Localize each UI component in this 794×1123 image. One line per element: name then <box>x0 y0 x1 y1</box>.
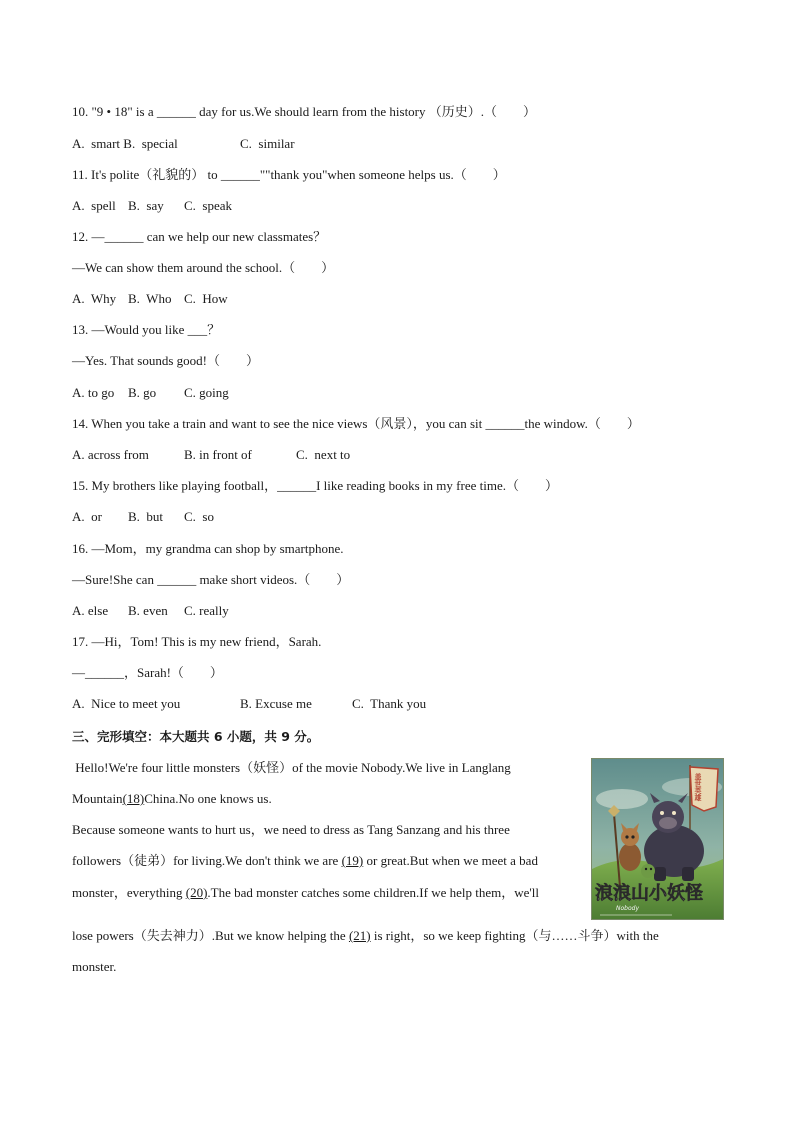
q15-option-b: B. but <box>128 509 164 524</box>
passage-text: .The bad monster catches some children.If we help them，we'll <box>207 885 539 900</box>
question-11: 11. It's polite（礼貌的） to ______""thank you"when someone helps us.（ ） <box>72 167 506 182</box>
q11-option-b: B. say <box>128 198 164 213</box>
passage-text: or great.But when we meet a bad <box>363 853 538 868</box>
question-16-reply: —Sure!She can ______ make short videos.（ ） <box>72 572 350 587</box>
q14-option-b: B. in front of <box>184 447 252 462</box>
poster-banner-text: 盖世英雄 <box>694 773 702 801</box>
section-3-heading: 三、完形填空：本大题共 6 小题，共 9 分。 <box>72 729 320 744</box>
blank-18: (18) <box>122 791 145 806</box>
question-17: 17. —Hi，Tom! This is my new friend，Sarah. <box>72 634 322 649</box>
question-12: 12. —______ can we help our new classmates？ <box>72 229 327 244</box>
question-10: 10. "9 • 18" is a ______ day for us.We should learn from the history （历史）.（ ） <box>72 104 537 119</box>
poster-subtitle-text: Nobody <box>616 905 639 912</box>
movie-poster-image <box>591 758 724 920</box>
question-12-reply: —We can show them around the school.（ ） <box>72 260 335 275</box>
q14-option-a: A. across from <box>72 447 149 462</box>
passage-line-5 <box>72 885 539 901</box>
passage-text: is right，so we keep fighting（与……斗争）with the <box>370 928 659 943</box>
question-15: 15. My brothers like playing football，______I like reading books in my free time.（ ） <box>72 478 558 493</box>
q10-options-ab: A. smart B. special <box>72 136 178 151</box>
question-13-reply: —Yes. That sounds good!（ ） <box>72 353 259 368</box>
passage-text: followers（徒弟）for living.We don't think we are <box>72 853 342 868</box>
q17-option-b: B. Excuse me <box>240 696 312 711</box>
q17-option-a: A. Nice to meet you <box>72 696 181 711</box>
q13-option-b: B. go <box>128 385 157 400</box>
q12-option-a: A. Why <box>72 291 117 306</box>
q17-option-c: C. Thank you <box>352 696 427 711</box>
q16-option-c: C. really <box>184 603 229 618</box>
q12-option-b: B. Who <box>128 291 172 306</box>
passage-text: lose powers（失去神力）.But we know helping the <box>72 928 349 943</box>
q13-option-a: A. to go <box>72 385 115 400</box>
question-17-reply: —______，Sarah!（ ） <box>72 665 223 680</box>
q11-option-a: A. spell <box>72 198 116 213</box>
blank-19: (19) <box>341 853 364 868</box>
passage-line-3: Because someone wants to hurt us，we need to dress as Tang Sanzang and his three <box>72 822 510 837</box>
blank-21: (21) <box>348 928 371 943</box>
q12-option-c: C. How <box>184 291 228 306</box>
blank-20: (20) <box>185 885 208 900</box>
passage-text: Mountain <box>72 791 123 806</box>
question-16: 16. —Mom，my grandma can shop by smartphone. <box>72 541 344 556</box>
q16-option-a: A. else <box>72 603 109 618</box>
passage-text: monster，everything <box>72 885 186 900</box>
question-13: 13. —Would you like ___？ <box>72 322 221 337</box>
question-14: 14. When you take a train and want to see the nice views（风景），you can sit ______the window.（ ） <box>72 416 640 431</box>
passage-line-4 <box>72 853 538 869</box>
q16-option-b: B. even <box>128 603 168 618</box>
passage-line-1: Hello!We're four little monsters（妖怪）of the movie Nobody.We live in Langlang <box>72 760 511 775</box>
q13-option-c: C. going <box>184 385 229 400</box>
q15-option-a: A. or <box>72 509 102 524</box>
passage-text: China.No one knows us. <box>144 791 272 806</box>
poster-title-text: 浪浪山小妖怪 <box>595 883 703 904</box>
q10-option-c: C. similar <box>240 136 295 151</box>
passage-line-2 <box>72 791 272 807</box>
passage-line-7: monster. <box>72 959 117 974</box>
q11-option-c: C. speak <box>184 198 233 213</box>
q15-option-c: C. so <box>184 509 214 524</box>
passage-line-6 <box>72 928 659 944</box>
q14-option-c: C. next to <box>296 447 351 462</box>
